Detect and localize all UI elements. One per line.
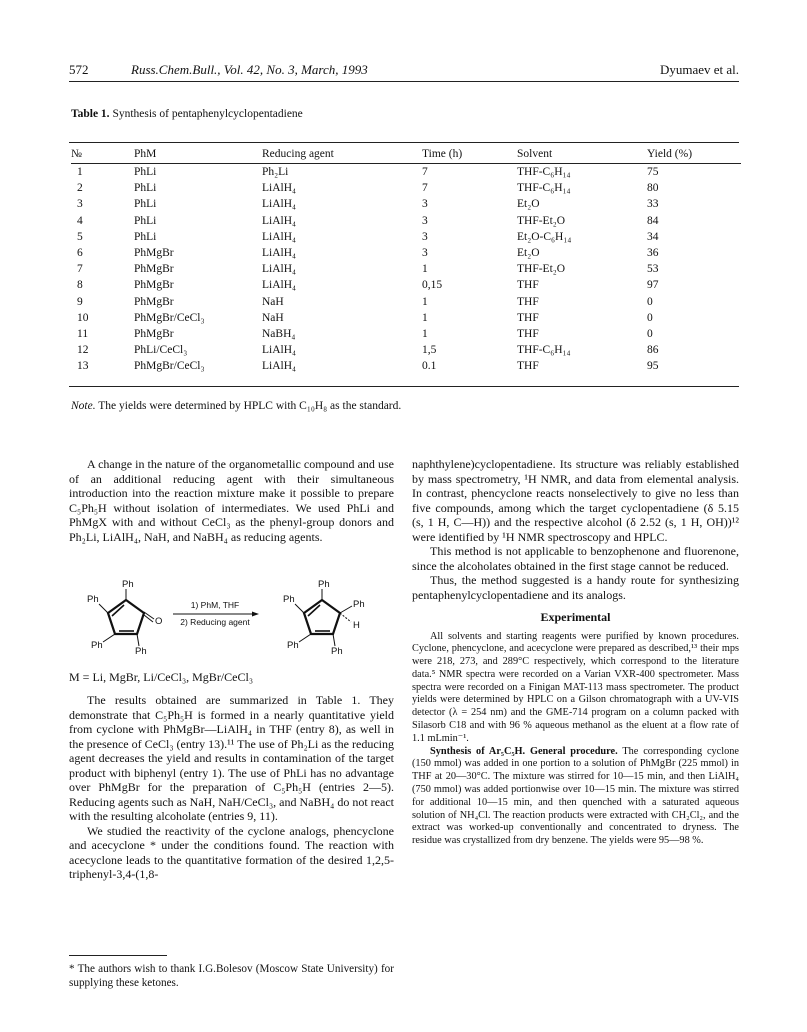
left-column-bottom bbox=[69, 693, 394, 882]
table-note bbox=[71, 400, 401, 412]
entry-number: 12 bbox=[77, 344, 89, 357]
table-row bbox=[71, 245, 741, 261]
phm-cell: PhMgBr bbox=[134, 279, 174, 292]
hydrogen-label: H bbox=[353, 620, 360, 631]
table-row bbox=[71, 164, 741, 181]
entry-number: 2 bbox=[77, 182, 83, 195]
table-row bbox=[71, 326, 741, 342]
time-cell: 3 bbox=[422, 198, 428, 211]
table-row bbox=[71, 342, 741, 358]
table-row bbox=[71, 261, 741, 277]
solvent-cell: THF bbox=[517, 295, 539, 308]
paragraph: naphthylene)cyclopentadiene. Its structure was reliably established by mass spectrometry, ¹H NMR, and data from elemental analysis. In contrast, phencyclone reacts nonselectively to give no less than five compounds, among which the target cyclopentadiene (δ 5.15 (s, 1 H, C—H)) and the respective alcohol (δ 2.52 (s, 1 H, OH))¹² were identified by ¹H NMR spectroscopy and HPLC. bbox=[412, 457, 739, 544]
table-caption bbox=[71, 108, 303, 120]
col-header-solvent: Solvent bbox=[517, 144, 647, 164]
solvent-cell: THF-Et₂O bbox=[517, 263, 566, 276]
col-header-yield: Yield (%) bbox=[647, 144, 741, 164]
table-caption-text: Synthesis of pentaphenylcyclopentadiene bbox=[112, 108, 303, 120]
entry-number: 8 bbox=[77, 279, 83, 292]
yield-cell: 84 bbox=[647, 214, 659, 227]
time-cell: 1 bbox=[422, 295, 428, 308]
reducing-agent-cell: LiAlH₄ bbox=[262, 247, 297, 260]
reaction-arrow-group bbox=[173, 600, 259, 627]
reducing-agent-cell: LiAlH₄ bbox=[262, 344, 297, 357]
reducing-agent-cell: LiAlH₄ bbox=[262, 279, 297, 292]
entry-number: 7 bbox=[77, 263, 83, 276]
yield-cell: 86 bbox=[647, 344, 659, 357]
yield-cell: 0 bbox=[647, 295, 653, 308]
solvent-cell: Et₂O bbox=[517, 198, 540, 211]
time-cell: 3 bbox=[422, 230, 428, 243]
pentaphenylcyclopentadiene-structure bbox=[283, 579, 365, 657]
entry-number: 13 bbox=[77, 360, 89, 373]
reducing-agent-cell: NaBH₄ bbox=[262, 327, 296, 340]
table-row bbox=[71, 310, 741, 326]
col-header-time: Time (h) bbox=[422, 144, 517, 164]
phm-cell: PhMgBr bbox=[134, 263, 174, 276]
yield-cell: 0 bbox=[647, 311, 653, 324]
phm-cell: PhMgBr/CeCl₃ bbox=[134, 311, 205, 324]
ph-label: Ph bbox=[283, 594, 295, 605]
paragraph: A change in the nature of the organometallic compound and use of an additional reducing agent with their simultaneous introduction into the reaction mixture make it possible to prepare C₅Ph₅H without isolation of intermediates. We used PhLi and PhMgX with and without CeCl₃ as the phenyl-group donors and Ph₂Li, LiAlH₄, NaH, and NaBH₄ as reducing agents. bbox=[69, 457, 394, 544]
entry-number: 4 bbox=[77, 214, 83, 227]
table-row bbox=[71, 196, 741, 212]
left-column-top bbox=[69, 457, 394, 544]
table-header-row bbox=[71, 144, 741, 164]
journal-citation: Russ.Chem.Bull., Vol. 42, No. 3, March, 1993 bbox=[131, 62, 368, 77]
yield-cell: 34 bbox=[647, 230, 659, 243]
arrow-head bbox=[252, 612, 259, 617]
solvent-cell: THF bbox=[517, 327, 539, 340]
time-cell: 1 bbox=[422, 263, 428, 276]
paragraph bbox=[412, 746, 739, 848]
col-header-reducing-agent: Reducing agent bbox=[262, 144, 422, 164]
yield-cell: 97 bbox=[647, 279, 659, 292]
entry-number: 3 bbox=[77, 198, 83, 211]
solvent-cell: THF bbox=[517, 360, 539, 373]
entry-number: 5 bbox=[77, 230, 83, 243]
solvent-cell: THF bbox=[517, 311, 539, 324]
table-label: Table 1. bbox=[71, 108, 110, 120]
solvent-cell: THF-C₆H₁₄ bbox=[517, 166, 571, 179]
solvent-cell: THF-C₆H₁₄ bbox=[517, 344, 571, 357]
reducing-agent-cell: LiAlH₄ bbox=[262, 360, 297, 373]
section-heading: Experimental bbox=[540, 610, 611, 624]
time-cell: 3 bbox=[422, 214, 428, 227]
reducing-agent-cell: NaH bbox=[262, 295, 284, 308]
entry-number: 10 bbox=[77, 311, 89, 324]
yield-cell: 95 bbox=[647, 360, 659, 373]
yield-cell: 80 bbox=[647, 182, 659, 195]
ph-label: Ph bbox=[87, 594, 99, 605]
yield-cell: 33 bbox=[647, 198, 659, 211]
table-note-label: Note. bbox=[71, 400, 96, 412]
running-header bbox=[69, 62, 739, 80]
entry-number: 1 bbox=[77, 166, 83, 179]
time-cell: 3 bbox=[422, 247, 428, 260]
page-number: 572 bbox=[69, 62, 89, 77]
reducing-agent-cell: LiAlH₄ bbox=[262, 198, 297, 211]
table-row bbox=[71, 180, 741, 196]
entry-number: 11 bbox=[77, 327, 89, 340]
phm-cell: PhMgBr/CeCl₃ bbox=[134, 360, 205, 373]
yield-cell: 0 bbox=[647, 327, 653, 340]
time-cell: 7 bbox=[422, 182, 428, 195]
reducing-agent-cell: Ph₂Li bbox=[262, 166, 289, 179]
ph-label: Ph bbox=[318, 579, 330, 590]
footnote-rule bbox=[69, 955, 167, 956]
synthesis-table bbox=[71, 144, 741, 374]
footnote: * The authors wish to thank I.G.Bolesov (Moscow State University) for supplying these ketones. bbox=[69, 963, 394, 989]
phm-cell: PhMgBr bbox=[134, 295, 174, 308]
reducing-agent-cell: LiAlH₄ bbox=[262, 214, 297, 227]
reducing-agent-cell: LiAlH₄ bbox=[262, 230, 297, 243]
phm-cell: PhLi bbox=[134, 230, 157, 243]
ph-label: Ph bbox=[91, 640, 103, 651]
phm-cell: PhLi bbox=[134, 198, 157, 211]
header-rule bbox=[69, 81, 739, 82]
yield-cell: 53 bbox=[647, 263, 659, 276]
table-row bbox=[71, 213, 741, 229]
paragraph: Thus, the method suggested is a handy route for synthesizing pentaphenylcyclopentadiene and its analogs. bbox=[412, 573, 739, 602]
ph-label: Ph bbox=[331, 646, 343, 657]
right-column bbox=[412, 457, 739, 848]
running-authors: Dyumaev et al. bbox=[659, 62, 739, 77]
time-cell: 7 bbox=[422, 166, 428, 179]
reducing-agent-cell: LiAlH₄ bbox=[262, 182, 297, 195]
reducing-agent-cell: NaH bbox=[262, 311, 284, 324]
paragraph: All solvents and starting reagents were purified by known procedures. Cyclone, phencyclone, and acecyclone were prepared as described,¹³ their mps were 218, 273, and 289°C respectively, which correspond to the literature data.⁵ NMR spectra were recorded on a Varian VXR-400 spectrometer. Mass spectra were recorded on a Finigan MAT-113 mass spectrometer. The product yields were determined by HPLC on a Gilson chromatograph with a UV-VIS detector (λ = 254 nm) and the GME-714 program on a column packed with Silasorb C18 and with 96 % aqueous methanol as the eluent at a flow rate of 1.1 mLmin⁻¹. bbox=[412, 630, 739, 744]
time-cell: 1 bbox=[422, 311, 428, 324]
m-definition: M = Li, MgBr, Li/CeCl₃, MgBr/CeCl₃ bbox=[69, 670, 253, 684]
solvent-cell: THF-C₆H₁₄ bbox=[517, 182, 571, 195]
table-body bbox=[71, 164, 741, 375]
table-row bbox=[71, 229, 741, 245]
table-top-rule bbox=[69, 142, 739, 143]
reaction-scheme bbox=[69, 576, 394, 658]
phm-cell: PhMgBr bbox=[134, 247, 174, 260]
col-header-phm: PhM bbox=[134, 144, 262, 164]
step1-label: 1) PhM, THF bbox=[190, 600, 240, 610]
time-cell: 1 bbox=[422, 327, 428, 340]
phm-cell: PhLi bbox=[134, 214, 157, 227]
cyclone-structure bbox=[87, 579, 162, 657]
paragraph: This method is not applicable to benzophenone and fluorenone, since the alcoholates obtained in the first stage cannot be reduced. bbox=[412, 544, 739, 573]
solvent-cell: THF-Et₂O bbox=[517, 214, 566, 227]
ph-label: Ph bbox=[287, 640, 299, 651]
procedure-title: Synthesis of Ar₅C₅H. General procedure. bbox=[430, 745, 618, 757]
entry-number: 9 bbox=[77, 295, 83, 308]
table-row bbox=[71, 277, 741, 293]
ph-label: Ph bbox=[135, 646, 147, 657]
solvent-cell: Et₂O-C₆H₁₄ bbox=[517, 230, 572, 243]
procedure-text: The corresponding cyclone (150 mmol) was added in one portion to a solution of PhMgBr (225 mmol) in THF at 20—30°C. The mixture was stirred for 10—15 min, and then LiAlH₄ (750 mmol) was added portionwise over 10—15 min. The mixture was stirred for additional 10—15 min, and then quenched with a saturated aqueous solution of NH₄Cl. The reaction products were extracted with CH₂Cl₂, and the extract was worked-up conventionally and concentrated to dryness. The residue was crystallized from dry benzene. The yields were 95—98 %. bbox=[412, 745, 739, 847]
ph-label: Ph bbox=[122, 579, 134, 590]
time-cell: 1,5 bbox=[422, 344, 437, 357]
reducing-agent-cell: LiAlH₄ bbox=[262, 263, 297, 276]
ph-label: Ph bbox=[353, 599, 365, 610]
time-cell: 0,15 bbox=[422, 279, 443, 292]
table-bottom-rule bbox=[69, 386, 739, 387]
table-note-text: The yields were determined by HPLC with C₁₀H₈ as the standard. bbox=[98, 400, 402, 412]
table-row bbox=[71, 294, 741, 310]
entry-number: 6 bbox=[77, 247, 83, 260]
solvent-cell: Et₂O bbox=[517, 247, 540, 260]
solvent-cell: THF bbox=[517, 279, 539, 292]
time-cell: 0.1 bbox=[422, 360, 437, 373]
oxygen-label: O bbox=[155, 616, 163, 627]
paragraph: The results obtained are summarized in Table 1. They demonstrate that C₅Ph₅H is formed in a nearly quantitative yield from cyclone with PhMgBr—LiAlH₄ in THF (entry 8), as well in the presence of CeCl₃ (entry 13).¹¹ The use of Ph₂Li as the reducing agent decreases the yield and results in contamination of the target product with biphenyl (entry 1). The use of PhLi has no advantage over PhMgBr for the preparation of C₅Ph₅H (entries 2—5). Reducing agents such as NaH, NaH/CeCl₃, and NaBH₄ do not react with the resulting alcoholate (entries 9, 11). bbox=[69, 693, 394, 823]
yield-cell: 36 bbox=[647, 247, 659, 260]
paragraph: We studied the reactivity of the cyclone analogs, phencyclone and acecyclone * under the conditions found. The reaction with acecyclone leads to the quantitative formation of the desired 1,2,5-triphenyl-3,4-(1,8- bbox=[69, 823, 394, 881]
phm-cell: PhLi/CeCl₃ bbox=[134, 344, 188, 357]
step2-label: 2) Reducing agent bbox=[180, 617, 250, 627]
phm-cell: PhMgBr bbox=[134, 327, 174, 340]
phm-cell: PhLi bbox=[134, 166, 157, 179]
table-row bbox=[71, 358, 741, 374]
yield-cell: 75 bbox=[647, 166, 659, 179]
phm-cell: PhLi bbox=[134, 182, 157, 195]
col-header-number: № bbox=[71, 144, 134, 164]
